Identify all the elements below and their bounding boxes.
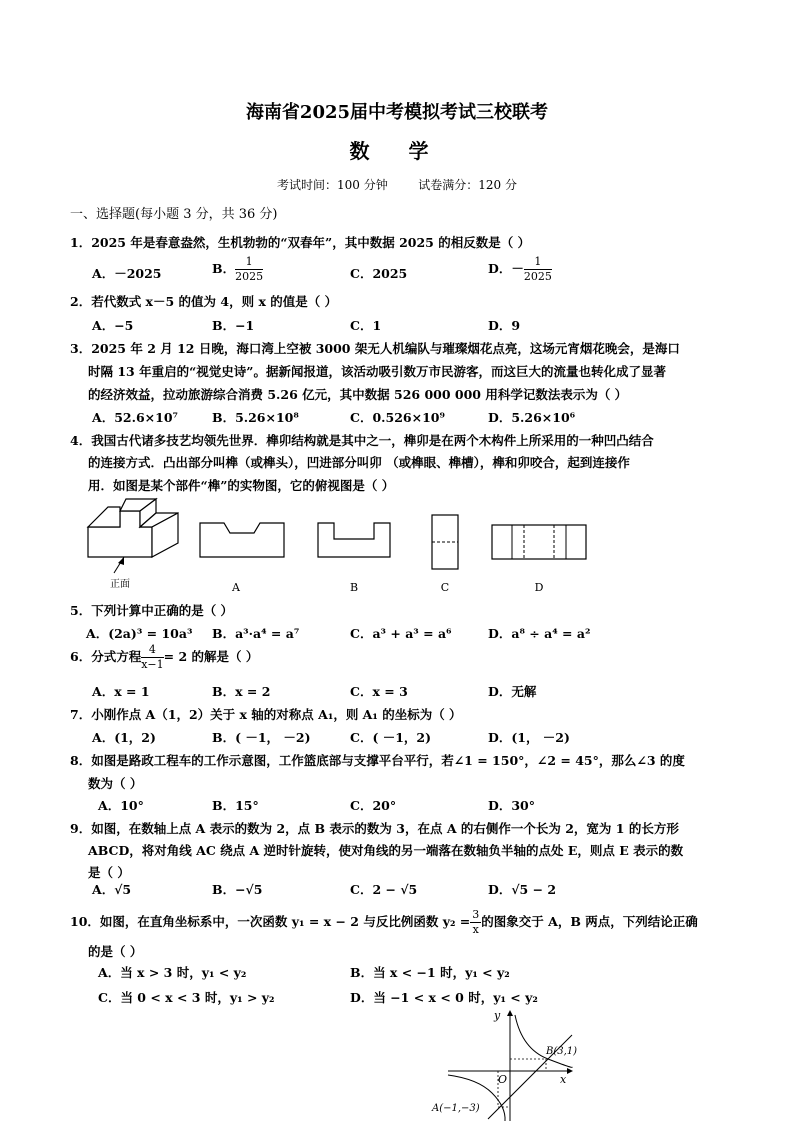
section-heading: 一、选择题(每小题 3 分，共 36 分) xyxy=(70,207,278,222)
tenon-3d-figure xyxy=(88,499,178,557)
question-2: 2．若代数式 x－5 的值为 4，则 x 的值是（ ） xyxy=(70,294,338,309)
q8-option-d: D．30° xyxy=(488,798,535,813)
question-8-line-1: 8．如图是路政工程车的工作示意图，工作篮底部与支撑平台平行，若∠1 = 150°，∠2 = 45°，那么∠3 的度 xyxy=(70,753,685,768)
q1-option-c: C．2025 xyxy=(350,266,408,281)
q9-option-a: A．√5 xyxy=(92,882,132,897)
q2-option-a: A．−5 xyxy=(92,318,134,333)
q2-option-d: D．9 xyxy=(488,318,521,333)
q2-option-b: B．−1 xyxy=(212,318,255,333)
question-3-line-3: 的经济效益，拉动旅游综合消费 5.26 亿元，其中数据 526 000 000 用科学记数法表示为（ ） xyxy=(88,387,628,402)
q10-option-b: B．当 x < −1 时，y₁ < y₂ xyxy=(350,965,510,980)
question-9-line-3: 是（ ） xyxy=(88,865,130,880)
question-4-line-2: 的连接方式．凸出部分叫榫（或榫头），凹进部分叫卯 （或榫眼、榫槽），榫和卯咬合，起到连接作 xyxy=(88,455,630,470)
q6-option-c: C．x = 3 xyxy=(350,684,408,699)
hyperbola-right-branch xyxy=(515,1015,572,1067)
option-a-figure xyxy=(200,523,284,557)
q5-option-c: C．a³ + a³ = a⁶ xyxy=(350,626,452,641)
q10-option-a: A．当 x > 3 时，y₁ < y₂ xyxy=(98,965,247,980)
y-axis-label: y xyxy=(494,1009,501,1022)
q8-option-a: A．10° xyxy=(98,798,144,813)
q3-option-a: A．52.6×10⁷ xyxy=(92,410,178,425)
q10-option-d: D．当 −1 < x < 0 时，y₁ < y₂ xyxy=(350,990,538,1005)
q7-option-c: C．( －1，2) xyxy=(350,730,432,745)
q3-option-b: B．5.26×10⁸ xyxy=(212,410,299,425)
q4-figures xyxy=(80,495,600,595)
q7-option-d: D．(1， －2) xyxy=(488,730,570,745)
q3-option-c: C．0.526×10⁹ xyxy=(350,410,445,425)
question-10-line-1: 10．如图，在直角坐标系中，一次函数 y₁ = x − 2 与反比例函数 y₂ = $\frac{3}{x}$ 的图象交于 A，B 两点，下列结论正确 xyxy=(70,908,698,936)
q8-option-b: B．15° xyxy=(212,798,259,813)
q9-option-b: B．−√5 xyxy=(212,882,263,897)
q2-option-c: C．1 xyxy=(350,318,382,333)
q1-option-d: D．－ $\frac{1}{2025}$ xyxy=(488,255,552,283)
q5-option-a: A．(2a)³ = 10a³ xyxy=(86,626,193,641)
exam-title: 海南省2025届中考模拟考试三校联考 xyxy=(245,102,549,123)
q1-option-b: B． $\frac{1}{2025}$ xyxy=(212,255,264,283)
hyperbola-left-branch xyxy=(448,1073,508,1121)
subject-title: 数 学 xyxy=(349,139,445,163)
question-10-line-2: 的是（ ） xyxy=(88,944,143,959)
option-d-figure xyxy=(492,525,586,559)
point-a-label: A(−1,−3) xyxy=(432,1103,480,1114)
q6-option-a: A．x = 1 xyxy=(92,684,150,699)
question-7: 7．小刚作点 A（1，2）关于 x 轴的对称点 A₁，则 A₁ 的坐标为（ ） xyxy=(70,707,462,722)
q5-option-b: B．a³·a⁴ = a⁷ xyxy=(212,626,300,641)
q10-graph xyxy=(430,1005,590,1123)
point-b-label: B(3,1) xyxy=(546,1046,578,1057)
q9-option-c: C．2 − √5 xyxy=(350,882,418,897)
q3-option-d: D．5.26×10⁶ xyxy=(488,410,576,425)
q7-option-b: B．( －1， －2) xyxy=(212,730,311,745)
q9-option-d: D．√5 − 2 xyxy=(488,882,557,897)
figure-label-a: A xyxy=(232,581,240,594)
question-5: 5．下列计算中正确的是（ ） xyxy=(70,603,234,618)
question-8-line-2: 数为（ ） xyxy=(88,776,143,791)
q6-option-d: D．无解 xyxy=(488,684,537,699)
figure-label-d: D xyxy=(534,581,544,594)
question-4-line-1: 4．我国古代诸多技艺均领先世界．榫卯结构就是其中之一，榫卯是在两个木构件上所采用的一种凹凸结合 xyxy=(70,433,654,448)
q1-option-a: A．－2025 xyxy=(92,266,162,281)
question-1: 1．2025 年是春意盎然，生机勃勃的“双春年”，其中数据 2025 的相反数是（ ） xyxy=(70,235,531,250)
front-label: 正面 xyxy=(110,579,130,590)
option-b-figure xyxy=(318,523,390,557)
figure-label-b: B xyxy=(349,581,359,594)
question-9-line-1: 9．如图，在数轴上点 A 表示的数为 2，点 B 表示的数为 3，在点 A 的右侧作一个长为 2，宽为 1 的长方形 xyxy=(70,821,679,836)
question-9-line-2: ABCD，将对角线 AC 绕点 A 逆时针旋转，使对角线的另一端落在数轴负半轴的点处 E，则点 E 表示的数 xyxy=(88,843,684,858)
q6-option-b: B．x = 2 xyxy=(212,684,271,699)
q8-option-c: C．20° xyxy=(350,798,397,813)
q7-option-a: A．(1，2) xyxy=(92,730,156,745)
question-3-line-1: 3．2025 年 2 月 12 日晚，海口湾上空被 3000 架无人机编队与璀璨烟花点亮，这场元宵烟花晚会，是海口 xyxy=(70,341,680,356)
question-6: 6．分式方程 $\frac{4}{x-1}$ = 2 的解是（ ） xyxy=(70,643,259,671)
x-axis-label: x xyxy=(560,1073,567,1086)
q10-option-c: C．当 0 < x < 3 时，y₁ > y₂ xyxy=(98,990,275,1005)
exam-info: 考试时间：100 分钟 试卷满分：120 分 xyxy=(277,178,517,192)
question-4-line-3: 用．如图是某个部件“榫”的实物图，它的俯视图是（ ） xyxy=(88,478,395,493)
figure-label-c: C xyxy=(440,581,450,594)
question-3-line-2: 时隔 13 年重启的“视觉史诗”。据新闻报道，该活动吸引数万市民游客，而这巨大的流量也转化成了显著 xyxy=(88,364,666,379)
q5-option-d: D．a⁸ ÷ a⁴ = a² xyxy=(488,626,591,641)
origin-label: O xyxy=(498,1073,508,1086)
